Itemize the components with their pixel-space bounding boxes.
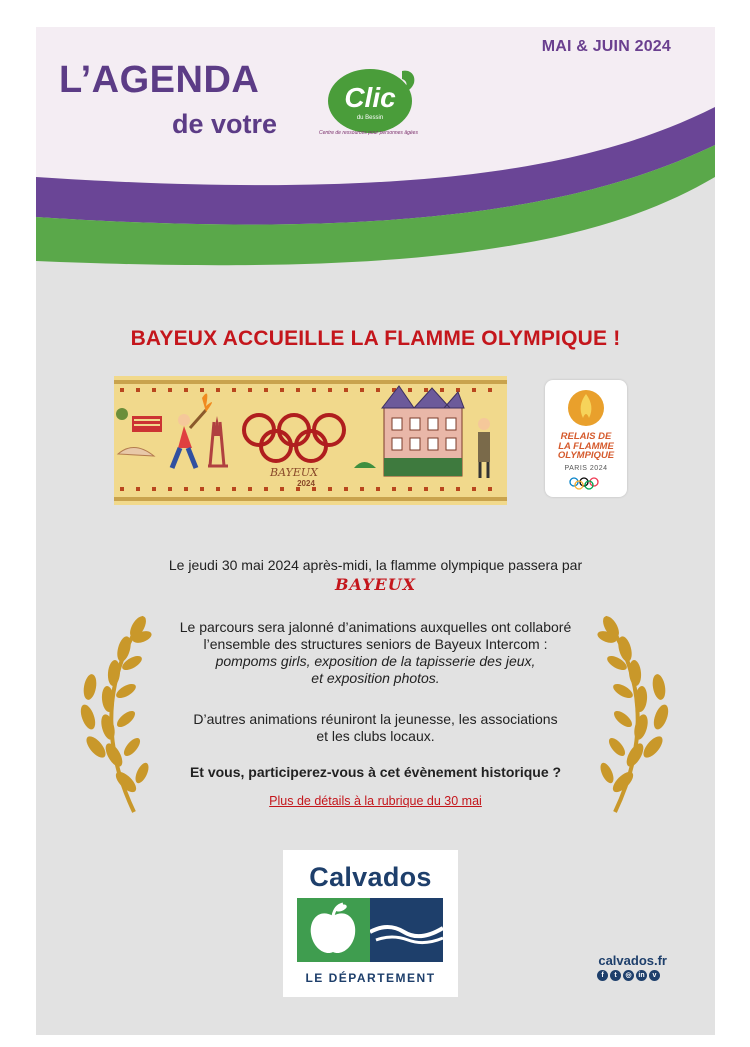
animations-line2: et les clubs locaux. [316, 728, 435, 744]
calvados-department: LE DÉPARTEMENT [305, 971, 436, 985]
date-range: MAI & JUIN 2024 [541, 38, 671, 55]
tapestry-year: 2024 [297, 479, 315, 488]
paragraph-animations [36, 711, 715, 745]
relais-city: PARIS 2024 [564, 465, 608, 472]
vimeo-icon[interactable]: v [649, 970, 660, 981]
clic-logo-sub: du Bessin [356, 115, 384, 121]
relais-title [545, 432, 627, 461]
tapestry-image [114, 376, 507, 505]
calvados-brand: Calvados [309, 862, 432, 892]
twitter-icon[interactable]: t [610, 970, 621, 981]
linkedin-icon[interactable]: in [636, 970, 647, 981]
animations-line1: D’autres animations réuniront la jeunesse, les associations [193, 711, 558, 727]
waves-icon [370, 898, 443, 962]
paragraph-parcours [36, 619, 715, 687]
parcours-line2: l’ensemble des structures seniors de Bayeux Intercom : [203, 636, 548, 652]
parcours-line1: Le parcours sera jalonné d’animations auxquelles ont collaboré [179, 619, 572, 635]
agenda-title: L’AGENDA [59, 59, 260, 101]
agenda-page [36, 27, 715, 1035]
facebook-icon[interactable]: f [597, 970, 608, 981]
relais-line3: OLYMPIQUE [557, 450, 615, 461]
relais-line2: LA FLAMME [558, 440, 614, 452]
relais-flamme-logo [545, 380, 627, 497]
intro-text: Le jeudi 30 mai 2024 après-midi, la flamme olympique passera par [168, 557, 583, 573]
headline: BAYEUX ACCUEILLE LA FLAMME OLYMPIQUE ! [130, 327, 621, 350]
website-link[interactable]: calvados.fr [598, 953, 667, 968]
clic-logo-text: Clic [344, 82, 396, 113]
parcours-line4: et exposition photos. [311, 670, 440, 686]
instagram-icon[interactable]: ◎ [623, 970, 634, 981]
social-icons [597, 970, 660, 981]
calvados-logo [283, 850, 458, 997]
more-details-link[interactable]: Plus de détails à la rubrique du 30 mai [269, 794, 482, 808]
apple-icon [297, 898, 370, 962]
clic-tagline: Centre de ressources pour personnes âgées [319, 130, 418, 136]
olympic-rings-icon [545, 476, 627, 490]
question-text: Et vous, participerez-vous à cet évènement historique ? [189, 764, 562, 780]
agenda-subtitle: de votre [172, 109, 278, 139]
tapestry-caption: BAYEUX [270, 466, 318, 479]
city-name: BAYEUX [334, 575, 417, 594]
parcours-line3: pompoms girls, exposition de la tapisserie des jeux, [215, 653, 536, 669]
relais-line1: RELAIS DE [560, 431, 612, 442]
